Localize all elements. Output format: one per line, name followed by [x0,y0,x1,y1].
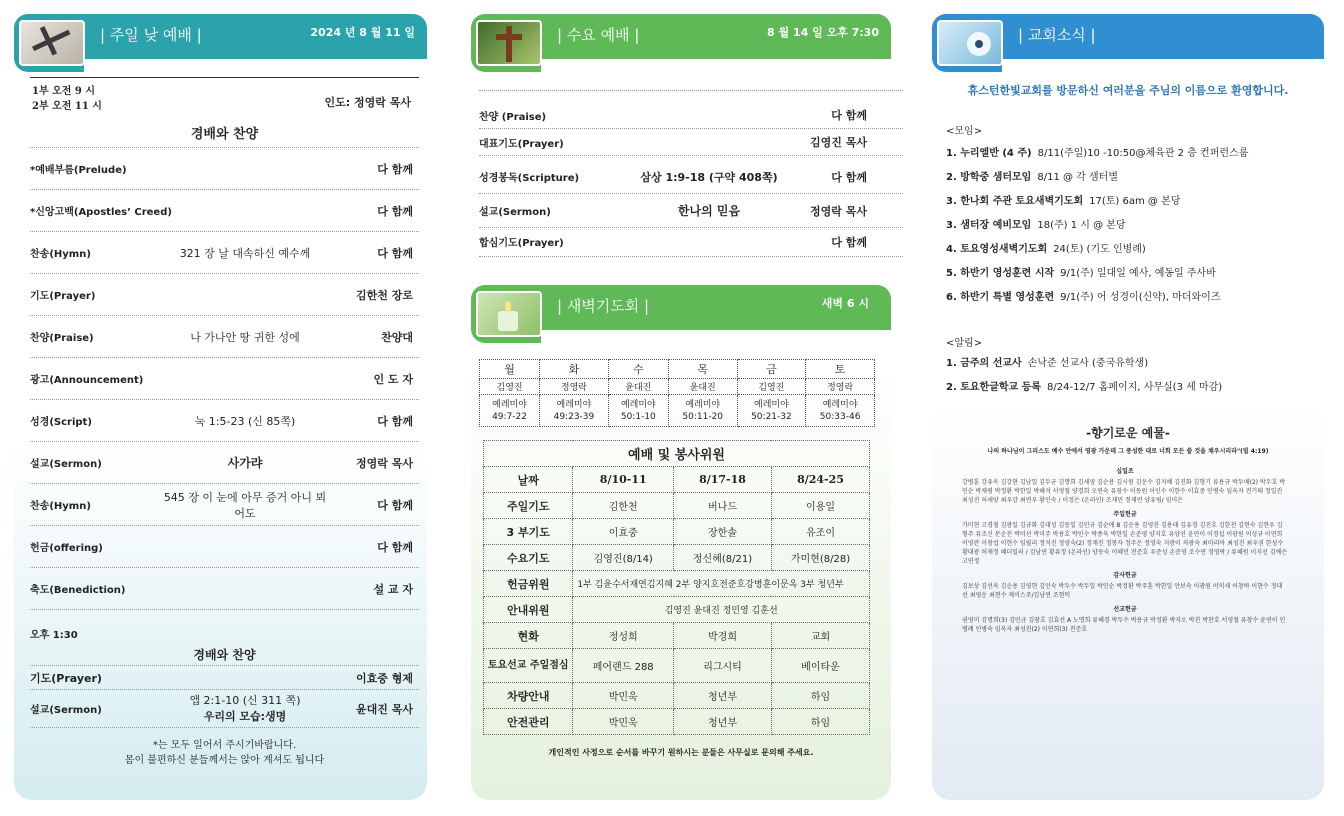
order-row [479,160,903,194]
header-divider [84,59,427,72]
meeting-item [946,192,1180,207]
passage-cell [540,395,609,427]
table-cell: 정성희 [573,623,674,649]
table-cell: 하임 [771,709,869,735]
passage-cell [668,395,737,427]
offering-category: 십일조 [1116,468,1134,475]
row-label: 찬양(Praise) [30,333,94,344]
order-row [30,358,419,400]
footnote-2: 몸이 불편하신 분들께서는 앉아 계셔도 됩니다 [124,755,325,766]
order-row [479,194,903,228]
welcome-message: 휴스턴한빛교회를 방문하신 여러분을 주님의 이름으로 환영합니다. [967,84,1289,97]
meeting-item [946,240,1146,255]
meeting-name: 5. 하반기 영성훈련 시작 [946,268,1055,279]
time-2: 2부 오전 11 시 [32,101,102,112]
order-row [30,484,419,526]
row-person: 윤대진 목사 [356,702,413,716]
reference: 49:23-39 [553,411,595,422]
table-cell: 박경희 [674,623,772,649]
wednesday-header [471,14,891,72]
table-cell: 페어랜드 288 [573,649,674,683]
row-label: 성경봉독(Scripture) [479,173,580,184]
candle-image [476,291,542,337]
guide-text: 김영진 윤대진 정민영 김훈선 [573,597,870,623]
row-label: 축도(Benediction) [30,585,126,596]
cross-icon [478,22,540,64]
wednesday-panel [471,14,891,800]
passage-cell [737,395,806,427]
order-row [479,227,903,257]
order-row [30,190,419,232]
meeting-item [946,288,1221,303]
offer-label: 헌금위원 [484,571,573,597]
header-cell: 8/17-18 [674,467,772,493]
table-row [484,519,870,545]
service-times [32,84,102,114]
section-heading-2: 경배와 찬양 [30,644,419,666]
table-cell: 주일기도 [484,493,573,519]
meeting-name: 2. 방학중 샘터모임 [946,172,1032,183]
flower-icon [939,22,1001,64]
book: 예레미야 [685,399,721,410]
order-row [30,148,419,190]
wooden-cross-image [476,20,542,66]
offer-text: 1부 김윤수서재연김지혜 2부 양지호전준호강병훈이문옥 3부 청년부 [573,571,870,597]
row-person: 이효중 형제 [356,671,413,685]
row-person: 김영진 목사 [810,136,867,149]
table-row [484,545,870,571]
sermon-title: 우리의 모습:생명 [203,709,287,723]
divider [30,77,419,78]
cross-icon [21,22,83,64]
table-cell: 청년부 [674,709,772,735]
offering-category: 감사헌금 [1113,572,1137,579]
book: 예레미야 [754,399,789,410]
meeting-name: 6. 하반기 특별 영성훈련 [946,292,1055,303]
row-person: 인 도 자 [373,372,413,386]
divider [479,90,903,91]
table-row [484,649,870,683]
row-label: 찬양 (Praise) [479,111,547,123]
row-detail: 한나의 믿음 [677,204,741,218]
meeting-item [946,216,1126,231]
offering-names: 강병훈 강유옥 김강현 김남일 김두균 김명희 김세영 김순용 김시원 김운수 김지혜 김진화 김형기 류용규 박두애(2) 박두호 박민순 박재평 박정환 박한일 박혜석 서영철 양경희 오연숙 유창수 이동원 이인수 이한수 이효중 인병숙 임옥자 전기태 정일진 최성진 허세양 최우감 최연우 황인숙 / 이정은 (온라인) 조재민 정재연 양유림/ 임미은 [962,479,1286,504]
passage-cell [806,395,875,427]
table-title-row [484,441,870,467]
order-row [479,129,903,156]
row-label: 설교(Sermon) [479,207,551,218]
news-header [932,14,1324,72]
row-person: 다 함께 [377,204,413,218]
meeting-name: 1. 누리엘반 (4 주) [946,148,1032,159]
guide-label: 안내위원 [484,597,573,623]
table-row [480,379,875,395]
leader-cell: 윤대진 [608,379,668,395]
table-row [484,623,870,649]
candle-icon [478,293,540,335]
dawn-header [471,285,891,343]
meeting-detail: 8/11 @ 각 샘터별 [1037,172,1118,183]
order-row [30,232,419,274]
order-row [30,526,419,568]
row-detail: 나 가나안 땅 귀한 성에 [190,330,300,344]
row-detail: 사가랴 [227,456,263,470]
row-person: 다 함께 [377,162,413,176]
weekday-cell: 토 [806,360,875,379]
row-label: *신앙고백(Apostles’ Creed) [30,207,172,218]
table-cell: 교회 [771,623,869,649]
passage-cell [480,395,540,427]
order-row [479,102,903,129]
table-cell: 가미현(8/28) [771,545,869,571]
table-cell: 베이타운 [771,649,869,683]
page-title-2: | 새벽기도회 | [557,297,650,315]
table-cell: 장한솔 [674,519,772,545]
meetings-heading: <모임> [946,126,983,137]
table-cell: 토요선교 주일점심 [484,649,573,683]
reference: 49:7-22 [492,411,527,422]
row-person: 설 교 자 [373,582,413,596]
table-cell: 이용일 [771,493,869,519]
table-title: 예배 및 봉사위원 [484,441,870,467]
row-detail: 눅 1:5-23 (신 85쪽) [194,414,296,428]
row-label: 찬송(Hymn) [30,249,91,260]
row-label: 찬송(Hymn) [30,501,91,512]
row-detail: 삼상 1:9-18 (구약 408쪽) [640,170,778,184]
weekday-cell: 금 [737,360,806,379]
service-date: 8 월 14 일 오후 7:30 [767,26,879,39]
notice-item [946,378,1222,393]
row-label: *예배부름(Prelude) [30,165,127,176]
section-heading: 경배와 찬양 [30,122,419,148]
table-cell: 3 부기도 [484,519,573,545]
table-cell: 정신혜(8/21) [674,545,772,571]
offerings-list [962,462,1288,634]
table-cell: 리그시티 [674,649,772,683]
table-cell: 청년부 [674,683,772,709]
table-cell: 김영진(8/14) [573,545,674,571]
weekday-cell: 화 [540,360,609,379]
offering-names: 권영미 김명희(3) 김민규 김창호 김효선 A 노명희 류혜경 박두수 박용규 박정환 박지오 박진 박찬호 서영철 유창수 윤연이 인병례 인병숙 임옥자 최성진(2) 이연희(3) 전준호 [962,617,1286,633]
reference: 50:33-46 [819,411,861,422]
header-cell: 날짜 [484,467,573,493]
leader-cell: 김영진 [737,379,806,395]
offerings-title: -향기로운 예물- [1086,426,1170,440]
order-row [30,400,419,442]
reference: 50:21-32 [751,411,792,422]
leader: 인도: 정영락 목사 [324,96,411,109]
page-title: | 수요 예배 | [557,26,640,44]
notice-detail: 손낙준 선교사 (중국유학생) [1027,358,1149,369]
meeting-item [946,264,1216,279]
bible-verse: 나의 하나님이 그리스도 예수 안에서 영광 가운데 그 풍성한 대로 너희 모든 쓸 것을 채우시리라"(빌 4:19) [987,448,1269,455]
row-label: 설교(Sermon) [30,705,102,716]
table-row [484,709,870,735]
service-date: 2024 년 8 월 11 일 [310,26,415,39]
table-header-row [484,467,870,493]
table-cell: 안전관리 [484,709,573,735]
meeting-detail: 17(토) 6am @ 본당 [1089,196,1181,207]
pm-prayer-row [30,666,419,690]
row-person: 정영락 목사 [810,204,867,218]
table-cell: 박민욱 [573,683,674,709]
table-body [484,623,870,735]
notice-item [946,354,1148,369]
book: 예레미야 [620,399,656,410]
afternoon-time: 오후 1:30 [30,630,78,641]
row-detail: 545 장 이 눈에 아무 증거 아니 뵈어도 [163,490,327,520]
table-cell: 차량안내 [484,683,573,709]
meeting-item [946,144,1248,159]
meeting-detail: 9/1(주) 일대일 예사, 예동일 주사바 [1060,268,1216,279]
dawn-schedule-table [479,359,875,427]
sermon-passage: 앱 2:1-10 (신 311 쪽) [189,693,301,707]
row-person: 정영락 목사 [356,456,413,470]
header-divider [541,330,891,343]
table-row [484,597,870,623]
header-divider [541,59,891,72]
row-person: 다 함께 [831,170,867,184]
meeting-detail: 24(토) (기도 인병례) [1053,244,1146,255]
service-volunteer-table [483,440,870,735]
row-person: 다 함께 [377,498,413,512]
meeting-name: 4. 토요영성새벽기도회 [946,244,1048,255]
header-cell: 8/10-11 [573,467,674,493]
row-person: 다 함께 [377,414,413,428]
table-body [484,493,870,571]
notice: 개인적인 사정으로 순서를 바꾸기 원하시는 분들은 사무실로 문의해 주세요. [548,748,814,757]
row-person: 찬양대 [381,330,413,344]
notice-detail: 8/24-12/7 홈페이지, 사무실(3 세 마감) [1047,382,1223,393]
table-row [484,493,870,519]
weekday-cell: 월 [480,360,540,379]
header-cell: 8/24-25 [771,467,869,493]
footnote-1: *는 모두 일어서 주시기바랍니다. [152,740,297,751]
row-label: 기도(Prayer) [30,291,96,302]
order-row [30,274,419,316]
table-cell: 유조이 [771,519,869,545]
row-label: 대표기도(Prayer) [479,138,564,150]
table-cell: 김한천 [573,493,674,519]
row-person: 다 함께 [377,246,413,260]
offering-names: 김보상 김선옥 김순용 김영현 김인숙 박두수 박두일 박민순 박정환 박주훈 박한일 안보숙 이광원 이익세 이창하 이현수 정대선 최영운 최현수 제이스주/김남연 조현덕 [962,583,1283,599]
meeting-detail: 9/1(주) 어 성경이(신약), 마더와이즈 [1060,292,1221,303]
notices-heading: <알림> [946,338,983,349]
table-row [480,360,875,379]
table-row [484,683,870,709]
book: 예레미야 [556,399,592,410]
row-label: 설교(Sermon) [30,459,102,470]
book: 예레미야 [822,399,858,410]
row-person: 다 함께 [831,109,867,122]
page-title: | 교회소식 | [1018,26,1096,44]
weekday-cell: 목 [668,360,737,379]
leader-cell: 정영락 [540,379,609,395]
row-person: 다 함께 [377,540,413,554]
table-cell: 이효중 [573,519,674,545]
sunday-header [14,14,427,72]
page-title: | 주일 낮 예배 | [100,26,202,44]
row-label: 헌금(offering) [30,543,103,554]
table-row [480,395,875,427]
offering-category: 선교헌금 [1113,606,1137,613]
table-cell: 버나드 [674,493,772,519]
reference: 50:1-10 [620,411,656,422]
table-cell: 수요기도 [484,545,573,571]
table-cell: 현화 [484,623,573,649]
church-news-panel [932,14,1324,800]
weekday-cell: 수 [608,360,668,379]
row-person: 다 함께 [831,235,867,249]
bible-cross-image [19,20,85,66]
row-person: 김한천 장로 [356,288,413,302]
meeting-detail: 18(주) 1 시 @ 본당 [1037,220,1126,231]
sunday-worship-panel [14,14,427,800]
header-divider [1002,59,1324,72]
book: 예레미야 [492,399,527,410]
sermon-detail [170,693,320,725]
row-label: 광고(Announcement) [30,375,144,386]
row-label: 성경(Script) [30,417,92,428]
meeting-name: 3. 샘터장 예비모임 [946,220,1032,231]
footnote [30,738,419,768]
table-row [484,571,870,597]
order-row [30,316,419,358]
leader-cell: 김영진 [480,379,540,395]
dawn-time: 새벽 6 시 [821,297,869,310]
leader-cell: 윤대진 [668,379,737,395]
offering-category: 주일헌금 [1113,511,1137,518]
row-label: 기도(Prayer) [30,671,102,685]
time-1: 1부 오전 9 시 [32,86,96,97]
row-detail: 321 장 날 대속하신 예수께 [179,246,311,260]
table-cell: 박민욱 [573,709,674,735]
row-label: 합심기도(Prayer) [479,238,564,249]
reference: 50:11-20 [682,411,724,422]
passage-cell [608,395,668,427]
flower-image [937,20,1003,66]
meeting-detail: 8/11(주일)10 -10:50@체육관 2 층 컨퍼런스룸 [1037,148,1249,159]
order-row [30,442,419,484]
offering-names: 가미현 고경철 김광일 김규화 김대성 김동일 김민규 김순애 B 김순용 김영진 김용태 김유경 김진호 김한천 김현숙 김현우 김형주 류조신 문순진 박미선 박미주 박용호 박인수 박종욱 박한일 손준영 양지호 유양선 윤연이 이경섭 이광원 이성규 이연희 이영란 이창섭 이현수 임필리 정석진 정영숙(2) 정재진 정창자 정주은 정영숙 지광이 차광숙 최마리아 최성진 최우권 한성수 황대광 허재정 혜더밀러 / 김남연 황유정 (온라인) 양동숙 이혜민 전준호 우준성 손준영 조수연 정영락 / 류혜원 이지선 김예은 고연정 [962,522,1288,565]
notice-name: 2. 토요한글학교 등록 [946,382,1041,393]
notice-name: 1. 금주의 선교사 [946,358,1022,369]
meeting-item [946,168,1118,183]
order-row [30,568,419,610]
pm-sermon-row [30,690,419,728]
table-cell: 하임 [771,683,869,709]
meeting-name: 3. 한나회 주관 토요새벽기도회 [946,196,1084,207]
leader-cell: 정영락 [806,379,875,395]
